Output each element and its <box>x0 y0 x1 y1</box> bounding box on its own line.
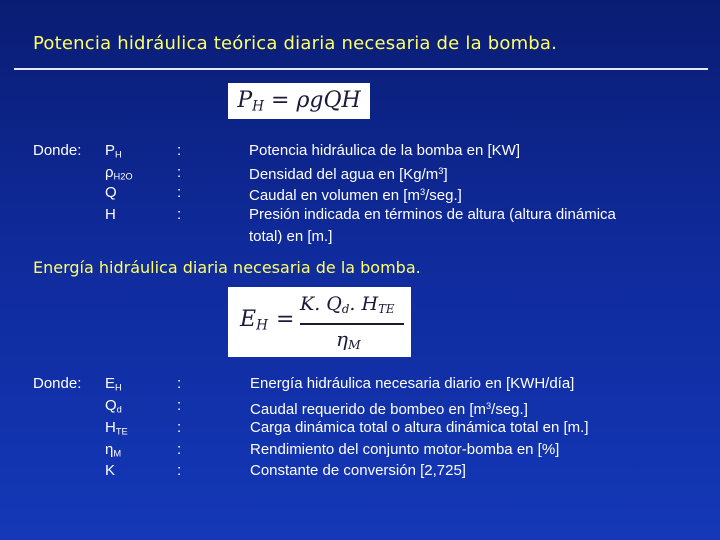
formula2-denominator: $\eta_M$ <box>336 327 361 353</box>
def2-sym-0: $E_H$ <box>105 375 122 393</box>
def1-sym-0: $P_H$ <box>105 142 122 160</box>
def2-colon-2: : <box>177 419 182 436</box>
def1-desc-3: Presión indicada en términos de altura (altura dinámica <box>249 206 616 223</box>
formula1-lhs-sub: H <box>252 98 265 115</box>
def1-desc-0: Potencia hidráulica de la bomba en [KW] <box>249 142 520 159</box>
def1-colon-3: : <box>177 206 182 223</box>
section-title-energia: Energía hidráulica diaria necesaria de la bomba. <box>33 258 421 277</box>
def2-desc-3: Rendimiento del conjunto motor-bomba en [%] <box>250 441 560 458</box>
formula1-lhs: P <box>237 88 253 113</box>
def2-desc-4: Constante de conversión [2,725] <box>250 462 466 479</box>
formula-energia <box>228 287 411 357</box>
def1-desc-1: Densidad del agua en $[Kg/m^3]$ <box>249 166 448 184</box>
def1-colon-0: : <box>177 142 182 159</box>
def2-desc-1: Caudal requerido de bombeo en $[m^3/seg.]$ <box>250 401 528 419</box>
def2-sym-2: $H_{TE}$ <box>105 419 128 437</box>
def2-colon-1: : <box>177 397 182 414</box>
def1-sym-3: H <box>105 206 116 223</box>
def2-colon-3: : <box>177 441 182 458</box>
def2-sym-1: $Q_d$ <box>105 397 122 415</box>
def2-desc-0: Energía hidráulica necesaria diario en [KWH/día] <box>250 375 575 392</box>
def1-desc-2: Caudal en volumen en $[m^3/seg.]$ <box>249 187 462 205</box>
formula2-numerator: K. $Q_d$. $H_{TE}$ <box>300 293 395 316</box>
def2-colon-0: : <box>177 375 182 392</box>
formula-potencia <box>228 83 370 119</box>
title-divider <box>14 68 708 70</box>
slide-title: Potencia hidráulica teórica diaria necesaria de la bomba. <box>33 33 558 54</box>
formula2-equals: = <box>276 307 295 332</box>
def1-sym-2: Q <box>105 184 117 201</box>
def1-colon-1: : <box>177 164 182 181</box>
formula1-rhs: = ρgQH <box>271 88 361 113</box>
def2-sym-3: $\eta_M$ <box>105 441 122 459</box>
def1-colon-2: : <box>177 184 182 201</box>
formula2-lhs: $E_H$ <box>240 307 268 334</box>
fraction-bar <box>300 323 404 325</box>
def1-sym-1: $\rho_{H2O}$ <box>105 164 133 182</box>
def2-desc-2: Carga dinámica total o altura dinámica total en [m.] <box>250 419 589 436</box>
donde-label-1: Donde: <box>33 142 82 159</box>
donde-label-2: Donde: <box>33 375 82 392</box>
def2-sym-4: K <box>105 462 116 479</box>
def1-desc-3-cont: total) en [m.] <box>249 228 333 245</box>
def2-colon-4: : <box>177 462 182 479</box>
